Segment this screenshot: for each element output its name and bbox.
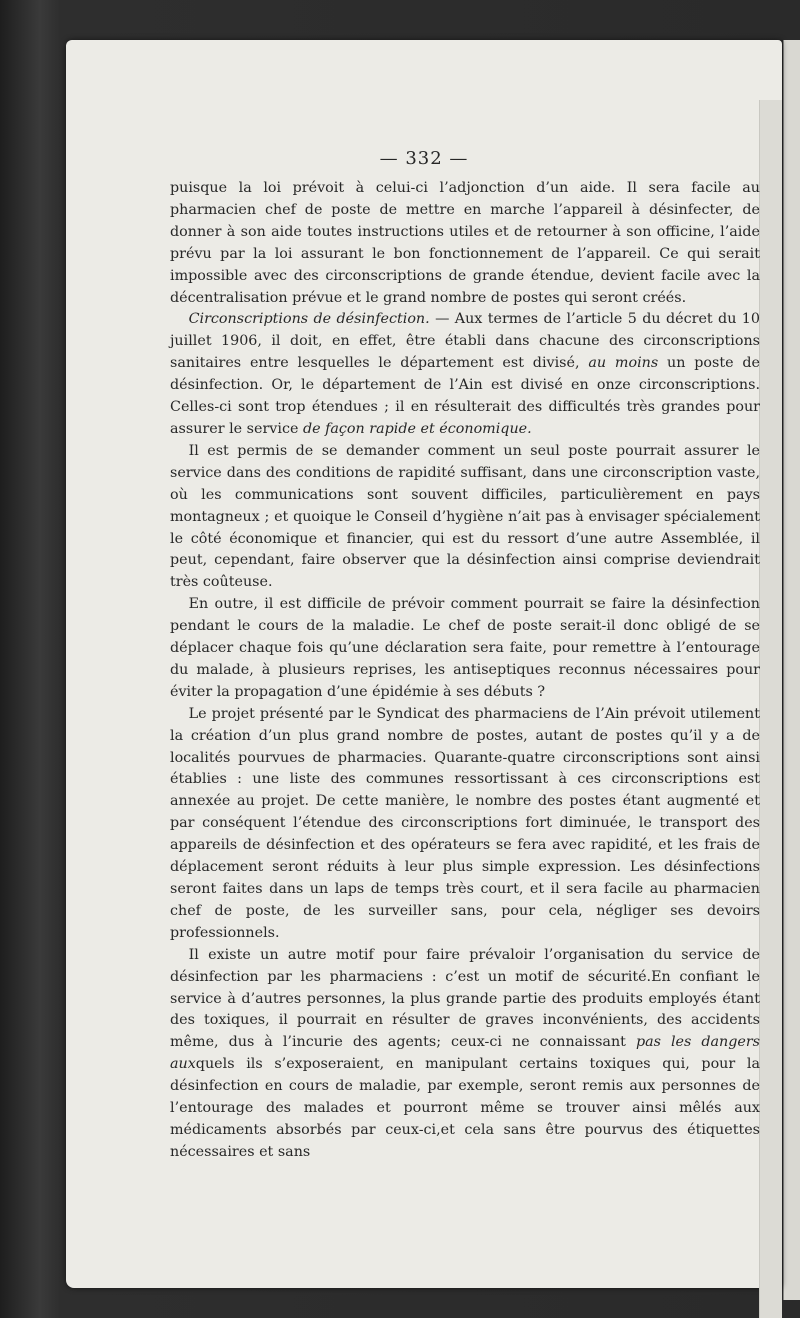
text-segment: Le projet présenté par le Syndicat des pharmaciens de l’Ain prévoit utilement la création d’un plus grand nombre de postes, autant de postes qu’il y a de localités pourvues de pharmacies. Quarante-quatre circonscriptions sont ainsi établies : une liste des communes ressortissant à ces circonscriptions est annexée au projet. De cette manière, le nombre des postes étant augmenté et par conséquent l’étendue des circonscriptions fort diminuée, le transport des appareils de désinfection et des opérateurs se fera avec rapidité, et les frais de déplacement seront réduits à leur plus simple expression. Les désinfections seront faites dans un laps de temps très court, et il sera facile au pharmacien chef de poste, de les surveiller sans, pour cela, négliger ses devoirs professionnels. [170,705,760,941]
book-page [66,40,782,1288]
italic-text: de façon rapide et économique. [302,420,532,437]
paragraph [170,441,760,594]
text-segment: — Aux termes de l’article 5 du décret du 10 juillet 1906, il doit, en effet, être établi dans chacune des circonscriptions sanitaires entre lesquelles le département est divisé, [170,311,760,372]
page-number: — 332 — [379,148,469,169]
paragraph [170,178,760,309]
text-segment: un poste de désinfection. Or, le département de l’Ain est divisé en onze circonscriptions. Celles-ci sont trop étendues ; il en résulterait des difficultés très grandes pour assurer le service [170,355,760,437]
body-text [170,178,760,1164]
paragraph [170,594,760,704]
italic-text: au moins [588,355,659,372]
text-segment: puisque la loi prévoit à celui-ci l’adjonction d’un aide. Il sera facile au pharmacien chef de poste de mettre en marche l’appareil à désinfecter, de donner à son aide toutes instructions utiles et de retourner à son officine, l’aide prévu par la loi assurant le bon fonctionnement de l’appareil. Ce qui serait impossible avec des circonscriptions de grande étendue, devient facile avec la décentralisation prévue et le grand nombre de postes qui seront créés. [170,180,760,306]
italic-text: pas les dangers aux [170,1034,761,1073]
paragraph [170,309,760,440]
italic-text: Circonscriptions de désinfection. [188,311,430,328]
paragraph [170,945,760,1164]
text-segment: Il existe un autre motif pour faire prévaloir l’organisation du service de désinfection par les pharmaciens : c’est un motif de sécurité.En confiant le service à d’autres personnes, la plus grande partie des produits employés étant des toxiques, il pourrait en résulter de graves inconvénients, des accidents même, dus à l’incurie des agents; ceux-ci ne connaissant [170,946,760,1051]
adjacent-page-edge [783,40,800,1300]
text-segment: quels ils s’exposeraient, en manipulant certains toxiques qui, pour la désinfection en cours de maladie, par exemple, seront remis aux personnes de l’entourage des malades et pourront même se trouver ainsi mêlés aux médicaments absorbés par ceux-ci,et cela sans être pourvus des étiquettes nécessaires et sans [170,1056,760,1160]
paragraph [170,704,760,945]
text-segment: En outre, il est difficile de prévoir comment pourrait se faire la désinfection pendant le cours de la maladie. Le chef de poste serait-il donc obligé de se déplacer chaque fois qu’une déclaration sera faite, pour remettre à l’entourage du malade, à plusieurs reprises, les antiseptiques reconnus nécessaires pour éviter la propagation d’une épidémie à ses débuts ? [170,596,760,700]
page-fold-shadow [759,100,782,1318]
text-segment: Il est permis de se demander comment un seul poste pourrait assurer le service dans des conditions de rapidité suffisant, dans une circonscription vaste, où les communications sont souvent difficiles, particulièrement en pays montagneux ; et quoique le Conseil d’hygiène n’ait pas à envisager spécialement le côté économique et financier, qui est du ressort d’une autre Assemblée, il peut, cependant, faire observer que la désinfection ainsi comprise deviendrait très coûteuse. [170,442,760,591]
